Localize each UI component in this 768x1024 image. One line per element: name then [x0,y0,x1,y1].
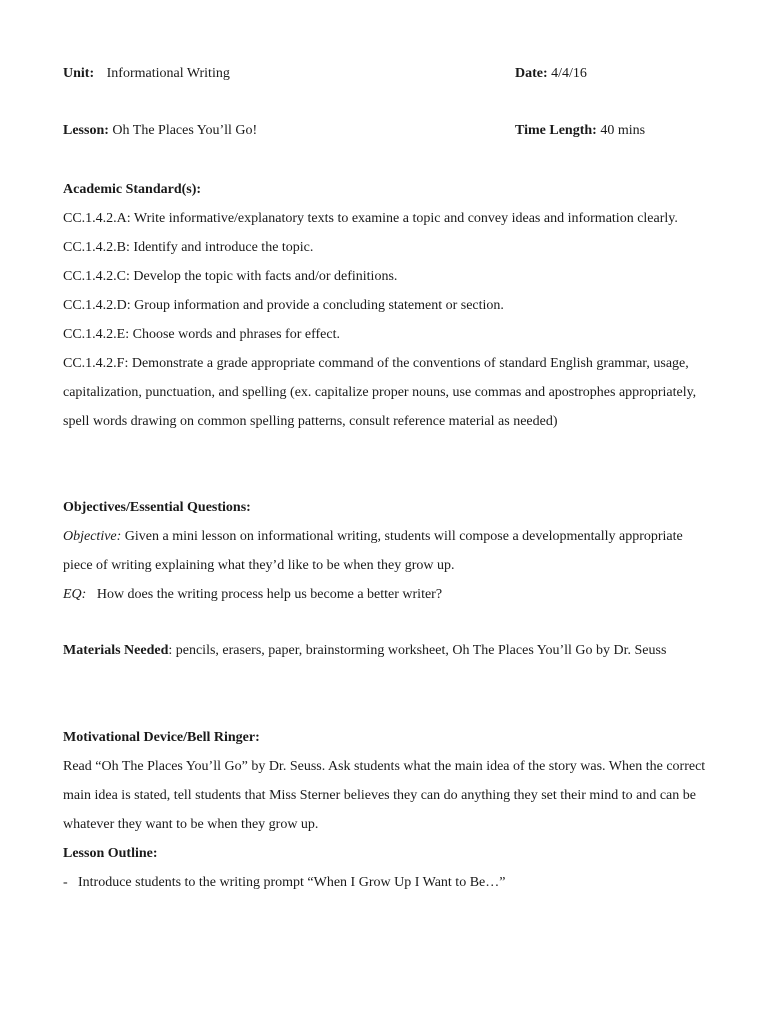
objectives-heading: Objectives/Essential Questions: [63,500,251,515]
objective-text: Given a mini lesson on informational writing, students will compose a developmentally appropriate piece of writing explaining what they’d like to be when they grow up. [63,529,683,573]
time-length-label: Time Length: [515,123,597,138]
eq-paragraph [63,580,713,609]
date-label: Date: [515,66,548,81]
materials-text: : pencils, erasers, paper, brainstorming worksheet, Oh The Places You’ll Go by Dr. Seuss [168,643,667,658]
standards-heading: Academic Standard(s): [63,182,202,197]
standard-item: CC.1.4.2.D: Group information and provide a concluding statement or section. [63,298,504,313]
standard-item: CC.1.4.2.E: Choose words and phrases for effect. [63,327,340,342]
standard-item: CC.1.4.2.C: Develop the topic with facts and/or definitions. [63,269,398,284]
materials-paragraph [63,636,713,665]
standard-item: CC.1.4.2.A: Write informative/explanatory texts to examine a topic and convey ideas and information clearly. [63,211,678,226]
unit-field [63,66,230,82]
objectives-section [63,493,713,609]
lesson-value: Oh The Places You’ll Go! [112,123,258,138]
materials-label: Materials Needed [63,643,169,658]
objective-label: Objective: [63,529,122,544]
outline-item-text: Introduce students to the writing prompt “When I Grow Up I Want to Be…” [78,875,506,890]
bullet-marker: - [63,875,68,890]
standard-item: CC.1.4.2.F: Demonstrate a grade appropriate command of the conventions of standard English grammar, usage, capitalization, punctuation, and spelling (ex. capitalize proper nouns, use commas and apostrophes appropriately, spell words drawing on common spelling patterns, consult reference material as needed) [63,356,697,429]
lesson-outline-heading: Lesson Outline: [63,846,158,861]
motivation-heading: Motivational Device/Bell Ringer: [63,730,260,745]
time-length-field [515,123,645,139]
objective-paragraph [63,522,713,580]
outline-list-item [63,868,713,897]
date-value: 4/4/16 [551,66,587,81]
materials-section [63,636,713,665]
unit-value: Informational Writing [106,66,230,81]
lesson-field [63,123,257,139]
lesson-label: Lesson: [63,123,109,138]
date-field [515,66,587,82]
eq-label: EQ: [63,587,87,602]
eq-text: How does the writing process help us become a better writer? [86,587,443,602]
unit-label: Unit: [63,66,95,81]
motivation-text: Read “Oh The Places You’ll Go” by Dr. Seuss. Ask students what the main idea of the story was. When the correct main idea is stated, tell students that Miss Sterner believes they can do anything they set their mind to and can be whatever they want to be when they grow up. [63,759,706,832]
motivation-section [63,723,713,897]
academic-standards-section [63,175,713,436]
standard-item: CC.1.4.2.B: Identify and introduce the topic. [63,240,314,255]
time-length-value: 40 mins [600,123,646,138]
